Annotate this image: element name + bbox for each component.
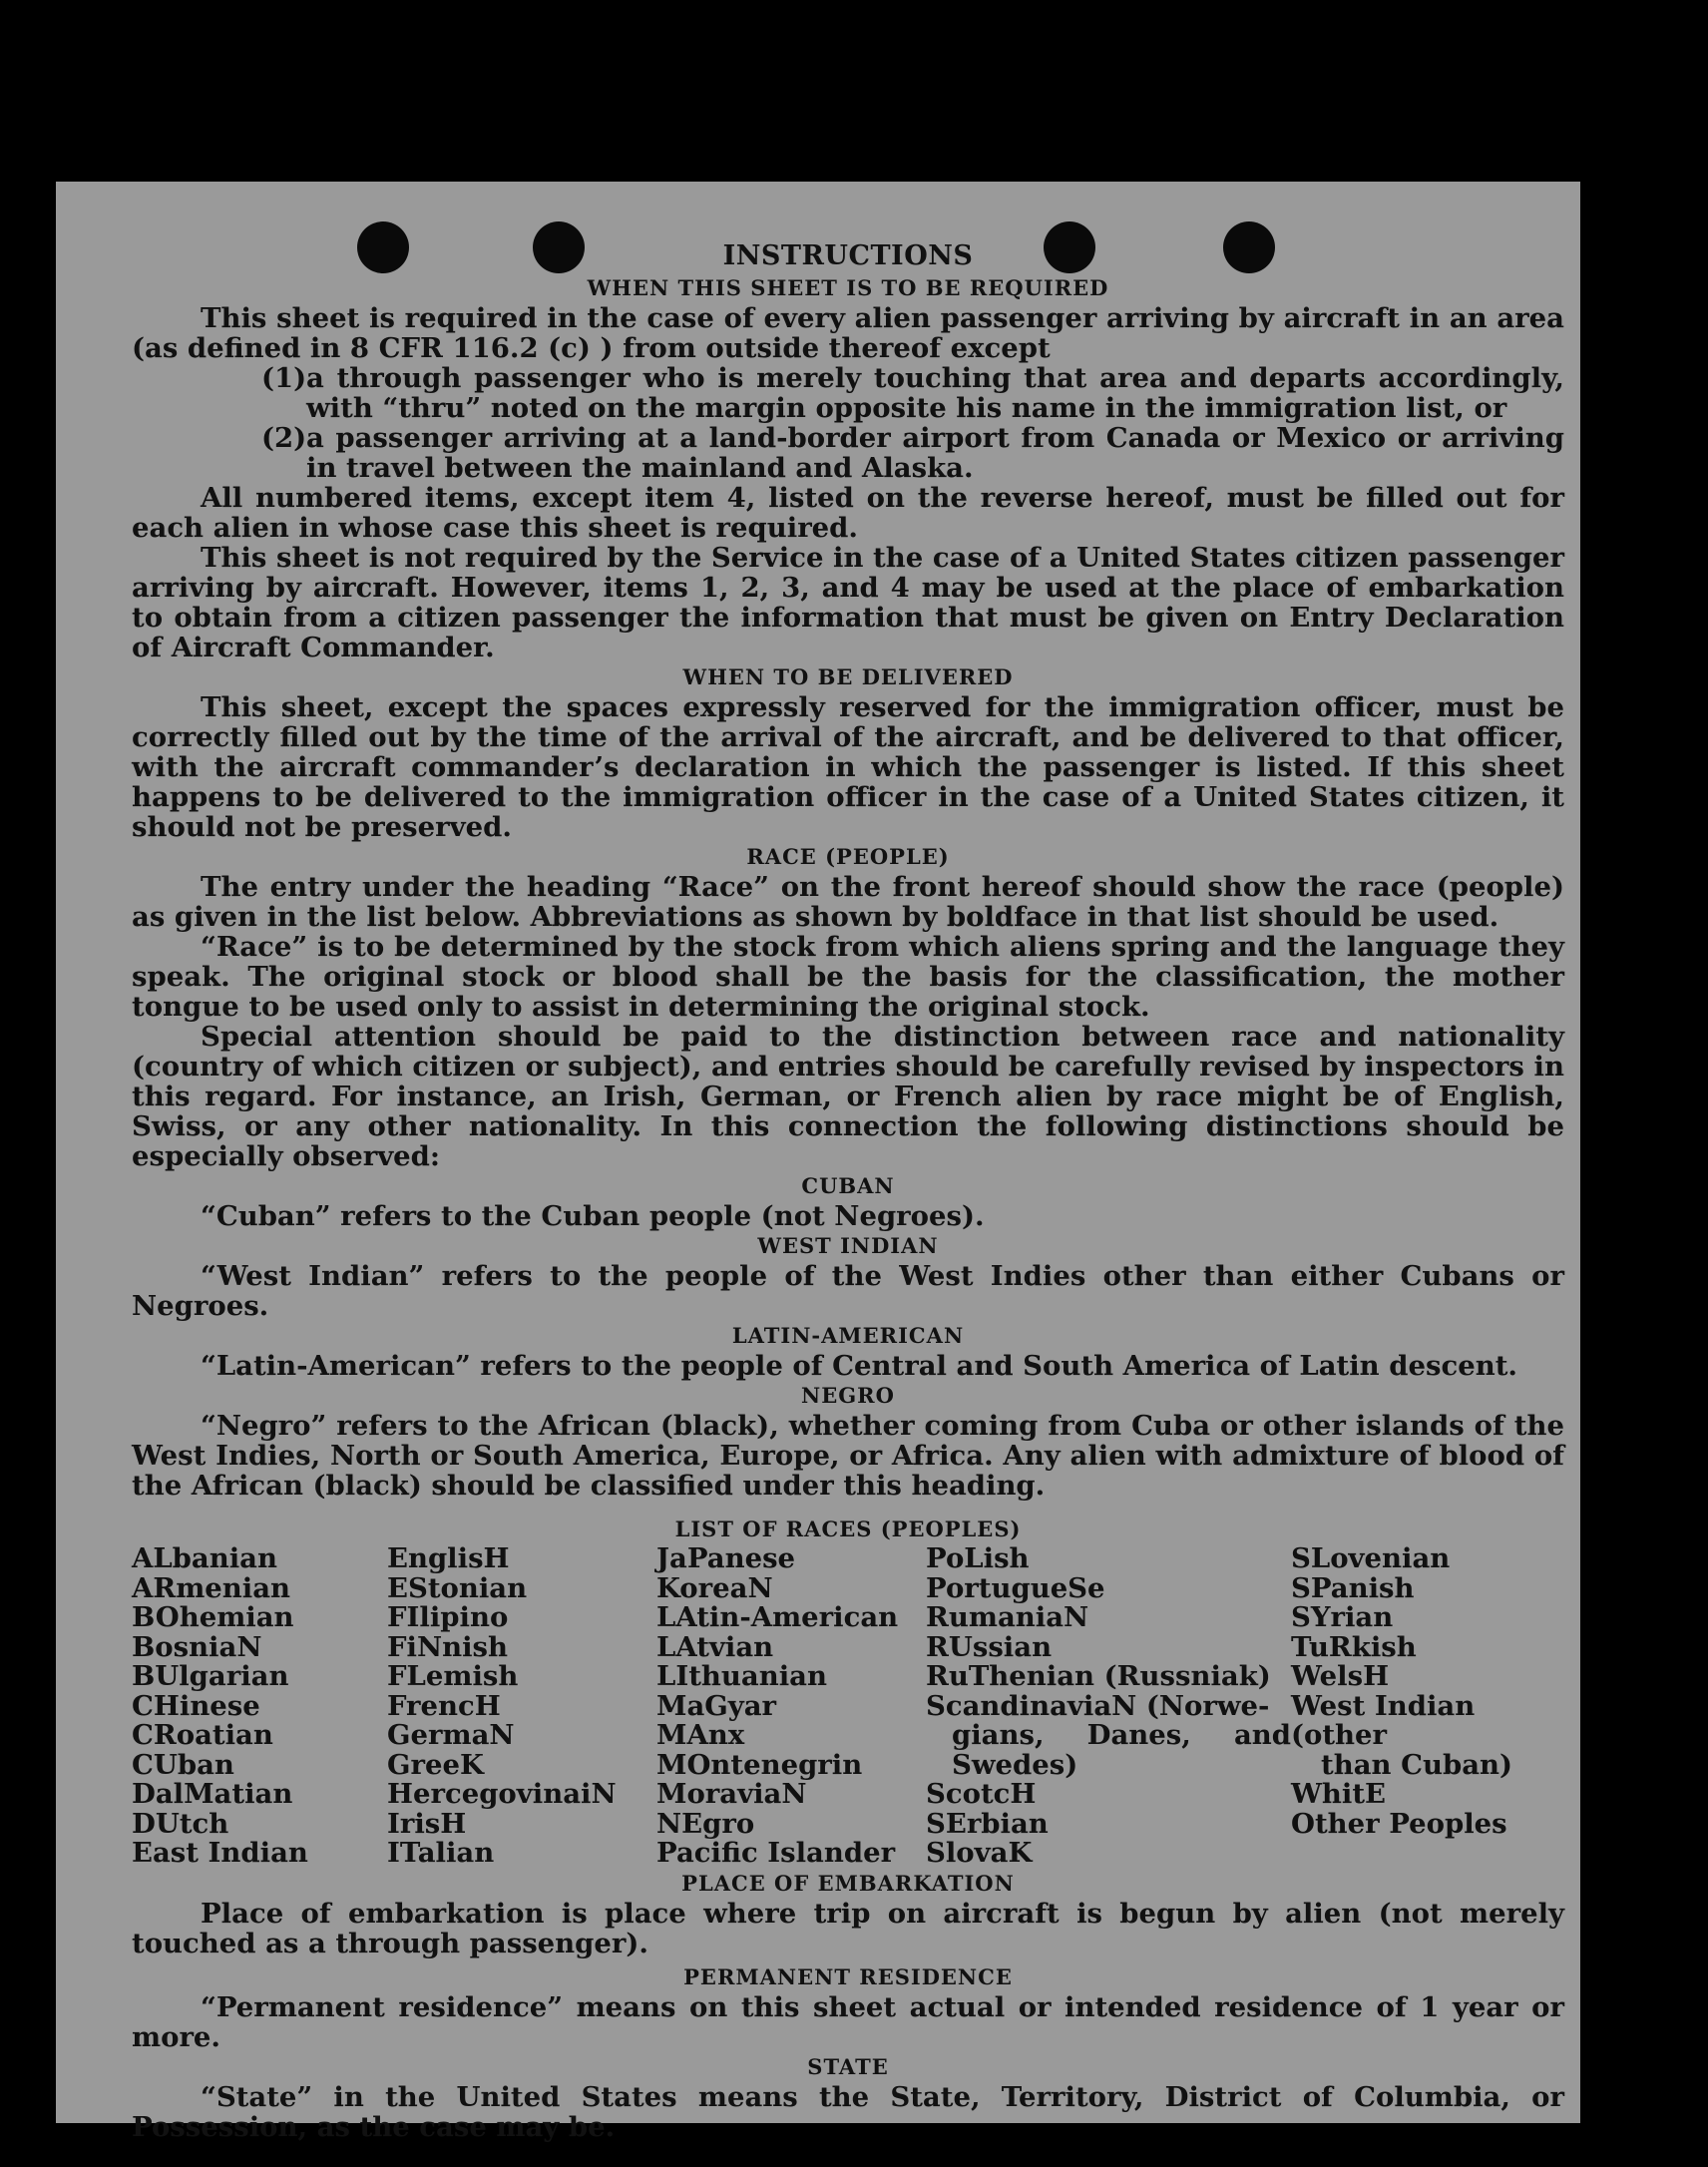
race-column xyxy=(132,1544,387,1869)
race-entry: DUtch xyxy=(132,1807,229,1840)
race-entry: ScotcH xyxy=(926,1778,1037,1810)
paragraph: “State” in the United States means the State, Territory, District of Columbia, or Possession, as the case may be. xyxy=(132,2080,1564,2143)
race-entry: SErbian xyxy=(926,1807,1049,1840)
race-entry: SYrian xyxy=(1291,1601,1394,1633)
paragraph: This sheet is required in the case of every alien passenger arriving by aircraft in an area (as defined in 8 CFR 116.2 (c) ) from outside thereof except xyxy=(132,302,1564,364)
race-entry: NEgro xyxy=(656,1807,755,1840)
document-sheet xyxy=(56,182,1580,2143)
race-entry: MOntenegrin xyxy=(656,1748,863,1781)
item-number: (1) xyxy=(261,362,307,394)
race-entry: FIlipino xyxy=(387,1601,509,1633)
race-entry: SPanish xyxy=(1291,1571,1415,1604)
race-entry: FiNnish xyxy=(387,1630,509,1663)
race-entry: FLemish xyxy=(387,1660,519,1692)
race-entry: RuThenian (Russniak) xyxy=(926,1660,1271,1692)
race-entry: RUssian xyxy=(926,1630,1053,1663)
paragraph: Special attention should be paid to the distinction between race and nationality (country of which citizen or subject), and entries should be carefully revised by inspectors in this regard. For instance, an Irish, German, or French alien by race might be of English, Swiss, or any other nationality. In this connection the following distinctions should be especially observed: xyxy=(132,1021,1564,1172)
race-entry: MaGyar xyxy=(656,1689,777,1722)
section-heading: WHEN TO BE DELIVERED xyxy=(682,664,1014,689)
paragraph: Place of embarkation is place where trip on aircraft is begun by alien (not merely touched as a through passenger). xyxy=(132,1897,1564,1959)
race-entry: Swedes) xyxy=(952,1748,1078,1781)
race-list xyxy=(132,1544,1564,1869)
race-entry: CHinese xyxy=(132,1689,260,1722)
race-entry: ScandinaviaN (Norwe- xyxy=(926,1689,1270,1722)
race-entry: ARmenian xyxy=(132,1571,291,1604)
race-column xyxy=(926,1544,1291,1869)
paragraph: All numbered items, except item 4, listed on the reverse hereof, must be filled out for each alien in whose case this sheet is required. xyxy=(132,482,1564,544)
race-column xyxy=(387,1544,656,1869)
race-entry: MoraviaN xyxy=(656,1778,807,1810)
section-heading: WEST INDIAN xyxy=(757,1233,939,1258)
paragraph: “Race” is to be determined by the stock from which aliens spring and the language they speak. The original stock or blood shall be the basis for the classification, the mother tongue to be used only to assist in determining the original stock. xyxy=(132,931,1564,1023)
race-entry: Pacific Islander xyxy=(656,1837,896,1869)
race-entry: PortugueSe xyxy=(926,1571,1105,1604)
paragraph: “Negro” refers to the African (black), whether coming from Cuba or other islands of the West Indies, North or South America, Europe, or Africa. Any alien with admixture of blood of the African (black) should be classified under this heading. xyxy=(132,1410,1564,1502)
section-heading: LIST OF RACES (PEOPLES) xyxy=(674,1517,1022,1541)
section-heading: WHEN THIS SHEET IS TO BE REQUIRED xyxy=(587,275,1109,300)
race-column xyxy=(1291,1544,1564,1869)
instructions-body xyxy=(132,239,1564,2142)
race-entry: TuRkish xyxy=(1291,1630,1417,1663)
race-entry: MAnx xyxy=(656,1719,745,1751)
race-entry: LAtvian xyxy=(656,1630,774,1663)
race-entry: ALbanian xyxy=(132,1542,277,1574)
paragraph: “Latin-American” refers to the people of Central and South America of Latin descent. xyxy=(201,1350,1517,1382)
paragraph: This sheet, except the spaces expressly reserved for the immigration officer, must be correctly filled out by the time of the arrival of the aircraft, and be delivered to that officer, with the aircraft commander’s declaration in which the passenger is listed. If this sheet happens to be delivered to the immigration officer in the case of a United States citizen, it should not be preserved. xyxy=(132,691,1564,843)
race-entry: EnglisH xyxy=(387,1542,510,1574)
race-entry: FrencH xyxy=(387,1689,501,1722)
section-heading: LATIN-AMERICAN xyxy=(731,1323,965,1348)
paragraph: This sheet is not required by the Service in the case of a United States citizen passenger arriving by aircraft. However, items 1, 2, 3, and 4 may be used at the place of embarkation to obtain from a citizen passenger the information that must be given on Entry Declaration of Aircraft Commander. xyxy=(132,542,1564,663)
paragraph: The entry under the heading “Race” on the front hereof should show the race (people) as given in the list below. Abbreviations as shown by boldface in that list should be used. xyxy=(132,871,1564,933)
race-column xyxy=(656,1544,926,1869)
race-entry: DalMatian xyxy=(132,1778,293,1810)
race-entry: SLovenian xyxy=(1291,1542,1451,1574)
section-heading: NEGRO xyxy=(801,1383,895,1408)
item-text: a through passenger who is merely touching that area and departs accordingly, with “thru” noted on the margin opposite his name in the immigration list, or xyxy=(306,362,1564,424)
race-entry: West Indian (other xyxy=(1291,1689,1476,1751)
race-entry: LAtin-American xyxy=(656,1601,899,1633)
list-item xyxy=(261,363,1564,423)
race-entry: LIthuanian xyxy=(656,1660,827,1692)
race-entry: KoreaN xyxy=(656,1571,773,1604)
item-text: a passenger arriving at a land-border airport from Canada or Mexico or arriving in travel between the mainland and Alaska. xyxy=(306,422,1564,484)
race-entry: gians, Danes, and xyxy=(952,1719,1291,1751)
section-heading: STATE xyxy=(807,2053,889,2079)
race-entry: SlovaK xyxy=(926,1837,1033,1869)
race-entry: EStonian xyxy=(387,1571,528,1604)
race-entry: WhitE xyxy=(1291,1778,1386,1810)
race-entry: JaPanese xyxy=(656,1542,796,1574)
race-entry: GermaN xyxy=(387,1719,515,1751)
section-heading: RACE (PEOPLE) xyxy=(746,844,950,869)
paragraph: “West Indian” refers to the people of the West Indies other than either Cubans or Negroes. xyxy=(132,1260,1564,1322)
paragraph: “Permanent residence” means on this sheet actual or intended residence of 1 year or more. xyxy=(132,1990,1564,2053)
race-entry: CUban xyxy=(132,1748,234,1781)
paragraph: “Cuban” refers to the Cuban people (not Negroes). xyxy=(201,1200,985,1232)
race-entry: WelsH xyxy=(1291,1660,1390,1692)
race-entry: GreeK xyxy=(387,1748,484,1781)
section-heading: PERMANENT RESIDENCE xyxy=(683,1963,1013,1989)
race-entry: RumaniaN xyxy=(926,1601,1089,1633)
race-entry: CRoatian xyxy=(132,1719,273,1751)
race-entry: BosniaN xyxy=(132,1630,262,1663)
race-entry: East Indian xyxy=(132,1837,308,1869)
item-number: (2) xyxy=(261,422,307,454)
page-title: INSTRUCTIONS xyxy=(722,240,974,271)
race-entry: Other Peoples xyxy=(1291,1807,1507,1840)
race-entry: BOhemian xyxy=(132,1601,294,1633)
list-item xyxy=(261,423,1564,483)
race-entry: BUlgarian xyxy=(132,1660,289,1692)
section-heading: CUBAN xyxy=(801,1173,895,1198)
race-entry: PoLish xyxy=(926,1542,1030,1574)
section-heading: PLACE OF EMBARKATION xyxy=(681,1870,1015,1896)
race-entry: than Cuban) xyxy=(1321,1748,1513,1781)
race-entry: IrisH xyxy=(387,1807,467,1840)
race-entry: ITalian xyxy=(387,1837,495,1869)
race-entry: HercegovinaiN xyxy=(387,1778,617,1810)
